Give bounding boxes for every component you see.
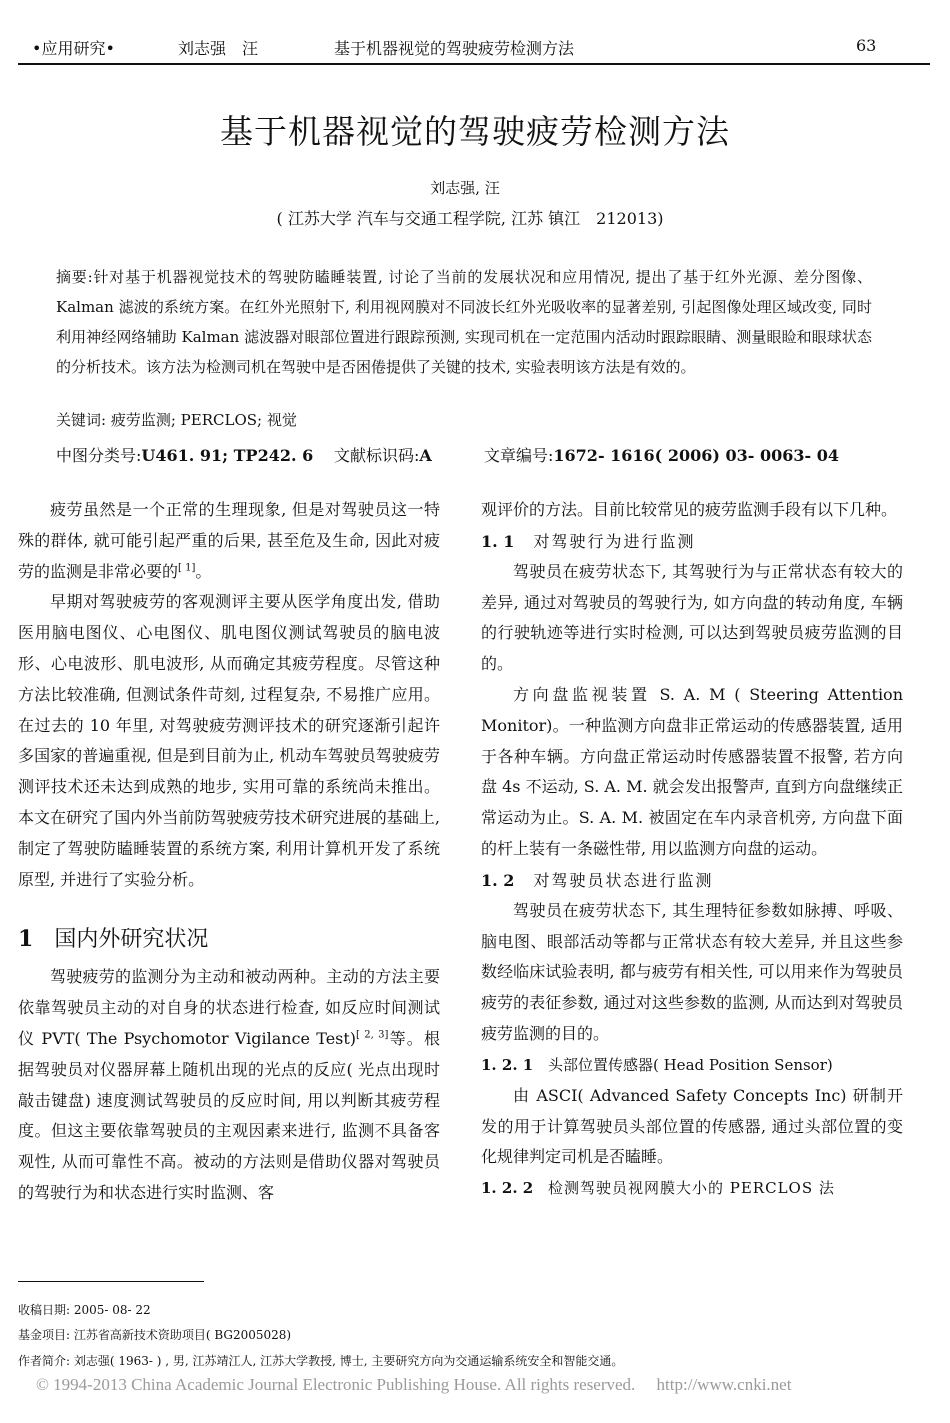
abstract-text: 针对基于机器视觉技术的驾驶防瞌睡装置, 讨论了当前的发展状况和应用情况, 提出了基于红外光源、差分图像、Kalman 滤波的系统方案。在红外光照射下, 利用视网膜对不同波长红外光吸收率的显著差别, 引起图像处理区域改变, 同时利用神经网络辅助 Kalman 滤波器对眼部位置进行跟踪预测, 实现司机在一定范围内活动时跟踪眼睛、测量眼睑和眼球状态的分析技术。该方法为检测司机在驾驶中是否困倦提供了关键的技术, 实验表明该方法是有效的。: [56, 268, 872, 376]
paragraph: 早期对驾驶疲劳的客观测评主要从医学角度出发, 借助医用脑电图仪、心电图仪、肌电图仪测试驾驶员的脑电波形、心电波形、肌电波形, 从而确定其疲劳程度。尽管这种方法比较准确, 但测试条件苛刻, 过程复杂, 不易推广应用。在过去的 10 年里, 对驾驶疲劳测评技术的研究逐渐引起许多国家的普遍重视, 但是到目前为止, 机动车驾驶员驾驶疲劳测评技术还未达到成熟的地步, 实用可靠的系统尚未推出。本文在研究了国内外当前防驾驶疲劳技术研究进展的基础上, 制定了驾驶防瞌睡装置的系统方案, 利用计算机开发了系统原型, 并进行了实验分析。: [18, 592, 440, 889]
art-value: 1672- 1616( 2006) 03- 0063- 04: [553, 446, 839, 465]
section-heading: [18, 917, 440, 962]
footnote-author: 作者简介: 刘志强( 1963- ) , 男, 江苏靖江人, 江苏大学教授, 博士, 主要研究方向为交通运输系统安全和智能交通。: [18, 1354, 624, 1368]
citation: [ 1]: [178, 562, 196, 574]
footnote-received: 收稿日期: 2005- 08- 22: [18, 1303, 151, 1317]
doc-value: A: [419, 446, 432, 465]
subsection-number: 1. 2: [481, 870, 515, 890]
subsection-title: 对驾驶行为进行监测: [533, 531, 696, 551]
left-column: [18, 495, 440, 1209]
subsection-number: 1. 1: [481, 531, 515, 551]
subsection-heading: [481, 865, 903, 896]
citation: [ 2, 3]: [356, 1029, 389, 1041]
art-label: 文章编号:: [484, 446, 554, 465]
subsection-heading: [481, 526, 903, 557]
paragraph: [18, 495, 440, 587]
footnote-rule: [18, 1281, 204, 1282]
header-title: 基于机器视觉的驾驶疲劳检测方法: [334, 39, 575, 58]
abstract-label: 摘要:: [56, 268, 93, 286]
paragraph-text: 驾驶疲劳的监测分为主动和被动两种。主动的方法主要依靠驾驶员主动的对自身的状态进行检查, 如反应时间测试仪 PVT( The Psychomotor Vigilance Test): [18, 967, 440, 1048]
copyright-notice: © 1994-2013 China Academic Journal Electronic Publishing House. All rights reserved. http://www.cnki.net: [36, 1375, 792, 1394]
clc-value: U461. 91; TP242. 6: [141, 446, 314, 465]
paragraph: 由 ASCI( Advanced Safety Concepts Inc) 研制开发的用于计算驾驶员头部位置的传感器, 通过头部位置的变化规律判定司机是否瞌睡。: [481, 1085, 903, 1167]
footnote-fund: 基金项目: 江苏省高新技术资助项目( BG2005028): [18, 1328, 292, 1342]
paper-affiliation: ( 江苏大学 汽车与交通工程学院, 江苏 镇江 212013): [276, 209, 664, 228]
doc-code: [334, 443, 432, 466]
paragraph: 观评价的方法。目前比较常见的疲劳监测手段有以下几种。: [481, 500, 898, 519]
clc-label: 中图分类号:: [56, 446, 142, 465]
paragraph: 方向盘监视装置 S. A. M ( Steering Attention Monitor)。一种监测方向盘非正常运动的传感器装置, 适用于各种车辆。方向盘正常运动时传感器装置不报警, 若方向盘 4s 不运动, S. A. M. 就会发出报警声, 直到方向盘继续正常运动为止。S. A. M. 被固定在车内录音机旁, 方向盘下面的杆上装有一条磁性带, 用以监测方向盘的运动。: [481, 684, 903, 858]
paragraph-text: 等。根据驾驶员对仪器屏幕上随机出现的光点的反应( 光点出现时敲击键盘) 速度测试驾驶员的反应时间, 用以判断其疲劳程度。但这主要依靠驾驶员的主观因素来进行, 监测不具备客观性, 从而可靠性不高。被动的方法则是借助仪器对驾驶员的驾驶行为和状态进行实时监测、客: [18, 1028, 440, 1202]
subsection-title: 对驾驶员状态进行监测: [533, 870, 714, 890]
header-section: •应用研究•: [32, 39, 115, 58]
subsubsection-heading: [481, 1050, 903, 1081]
page-number: 63: [856, 36, 877, 55]
paragraph-text: 。: [195, 561, 212, 581]
section-title: 国内外研究状况: [54, 927, 209, 953]
clc-number: [56, 443, 313, 466]
header-authors: 刘志强 汪: [178, 39, 259, 58]
subsubsection-number: 1. 2. 2: [481, 1179, 534, 1198]
abstract: [56, 262, 872, 382]
paper-authors: 刘志强, 汪: [430, 179, 500, 197]
doc-label: 文献标识码:: [334, 446, 420, 465]
subsubsection-heading: [481, 1173, 903, 1204]
section-number: 1: [18, 926, 34, 953]
subsubsection-title: 检测驾驶员视网膜大小的 PERCLOS 法: [547, 1179, 835, 1198]
paper-title: 基于机器视觉的驾驶疲劳检测方法: [220, 112, 730, 151]
article-number: [484, 443, 839, 466]
right-column: [481, 495, 903, 1204]
keywords: [56, 409, 297, 430]
paragraph-text: 疲劳虽然是一个正常的生理现象, 但是对驾驶员这一特殊的群体, 就可能引起严重的后果, 甚至危及生命, 因此对疲劳的监测是非常必要的: [18, 500, 440, 581]
subsubsection-title: 头部位置传感器( Head Position Sensor): [547, 1055, 833, 1074]
paragraph: 驾驶员在疲劳状态下, 其生理特征参数如脉搏、呼吸、脑电图、眼部活动等都与正常状态有较大差异, 并且这些参数经临床试验表明, 都与疲劳有相关性, 可以用来作为驾驶员疲劳的表征参数, 通过对这些参数的监测, 从而达到对驾驶员疲劳监测的目的。: [481, 900, 903, 1043]
paragraph: 驾驶员在疲劳状态下, 其驾驶行为与正常状态有较大的差异, 通过对驾驶员的驾驶行为, 如方向盘的转动角度, 车辆的行驶轨迹等进行实时检测, 可以达到驾驶员疲劳监测的目的。: [481, 561, 903, 674]
keywords-text: 疲劳监测; PERCLOS; 视觉: [110, 411, 297, 429]
subsubsection-number: 1. 2. 1: [481, 1055, 534, 1074]
keywords-label: 关键词:: [56, 411, 107, 429]
paragraph: [18, 962, 440, 1208]
